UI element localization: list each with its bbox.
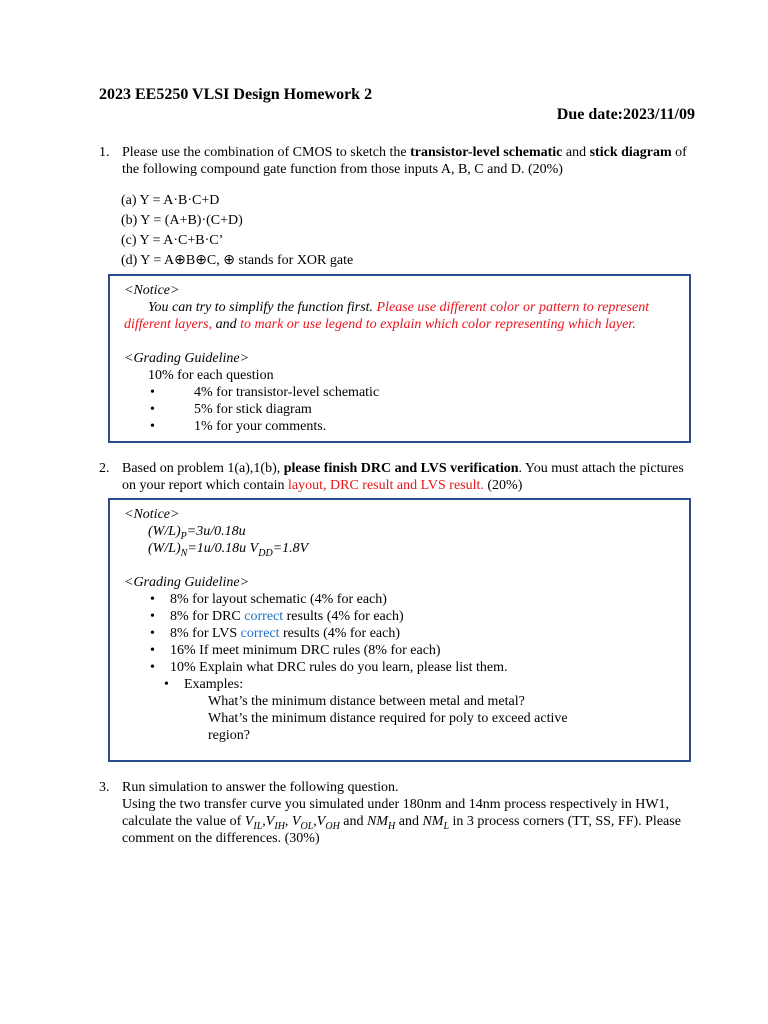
grading-item: • 5% for stick diagram bbox=[124, 401, 675, 418]
question-number: 2. bbox=[99, 461, 110, 476]
question-number: 3. bbox=[99, 780, 110, 795]
grading-heading: <Grading Guideline> bbox=[124, 575, 250, 590]
grading-item: • 8% for LVS correct results (4% for each) bbox=[124, 625, 675, 642]
grading-item: • 8% for layout schematic (4% for each) bbox=[124, 591, 675, 608]
question-number: 1. bbox=[99, 145, 110, 160]
function-options bbox=[121, 192, 353, 272]
option-b: (b) Y = (A+B)·(C+D) bbox=[121, 213, 243, 228]
example-question: What’s the minimum distance between metal and metal? bbox=[208, 694, 525, 709]
wl-p-spec: $(W/L)_P=3u/0.18u$ bbox=[148, 524, 246, 542]
question-3-text: Using the two transfer curve you simulated under 180nm and 14nm process respectively in HW1, calculate the value of $V_{IL},V_{IH}$, $V_{OL},V_{OH}$ and $NM_H$ and $NM_L$ in 3 process corners (TT, SS, FF). Please comment on the differences. (30%) bbox=[122, 797, 681, 846]
grading-item: • 1% for your comments. bbox=[124, 418, 675, 435]
question-3 bbox=[99, 779, 699, 847]
grading-item: • 16% If meet minimum DRC rules (8% for each) bbox=[124, 642, 675, 659]
question-2-text: Based on problem 1(a),1(b), please finish DRC and LVS verification. You must attach the pictures on your report which contain layout, DRC result and LVS result. (20%) bbox=[122, 461, 684, 493]
grading-item: • 4% for transistor-level schematic bbox=[124, 384, 675, 401]
option-c: (c) Y = A·C+B·C’ bbox=[121, 233, 224, 248]
notice-box-2 bbox=[108, 498, 691, 762]
notice-box-1 bbox=[108, 274, 691, 443]
option-d: (d) Y = A⊕B⊕C, ⊕ stands for XOR gate bbox=[121, 253, 354, 268]
question-1 bbox=[99, 144, 699, 178]
grading-item: • 8% for DRC correct results (4% for each) bbox=[124, 608, 675, 625]
example-question: What’s the minimum distance required for poly to exceed active region? bbox=[208, 711, 568, 743]
question-1-text: Please use the combination of CMOS to sketch the transistor-level schematic and stick diagram of the following compound gate function from those inputs A, B, C and D. (20%) bbox=[122, 145, 687, 177]
grading-heading: <Grading Guideline> bbox=[124, 351, 250, 366]
grading-intro: 10% for each question bbox=[148, 368, 274, 383]
question-2 bbox=[99, 460, 699, 494]
notice-heading: <Notice> bbox=[124, 283, 180, 298]
document-title: 2023 EE5250 VLSI Design Homework 2 bbox=[99, 86, 373, 103]
wl-n-spec: $(W/L)_N=1u/0.18u$ $V_{DD}=1.8V$ bbox=[148, 541, 309, 559]
due-date: Due date:2023/11/09 bbox=[556, 106, 695, 123]
option-a: (a) Y = A·B·C+D bbox=[121, 193, 220, 208]
notice-text: You can try to simplify the function first. Please use different color or pattern to represent different layers, and to mark or use legend to explain which color representing which layer. bbox=[124, 300, 650, 332]
notice-heading: <Notice> bbox=[124, 507, 180, 522]
examples-label: • Examples: bbox=[124, 676, 675, 693]
question-3-line-1: Run simulation to answer the following question. bbox=[122, 780, 399, 795]
grading-item: • 10% Explain what DRC rules do you learn, please list them. bbox=[124, 659, 675, 676]
